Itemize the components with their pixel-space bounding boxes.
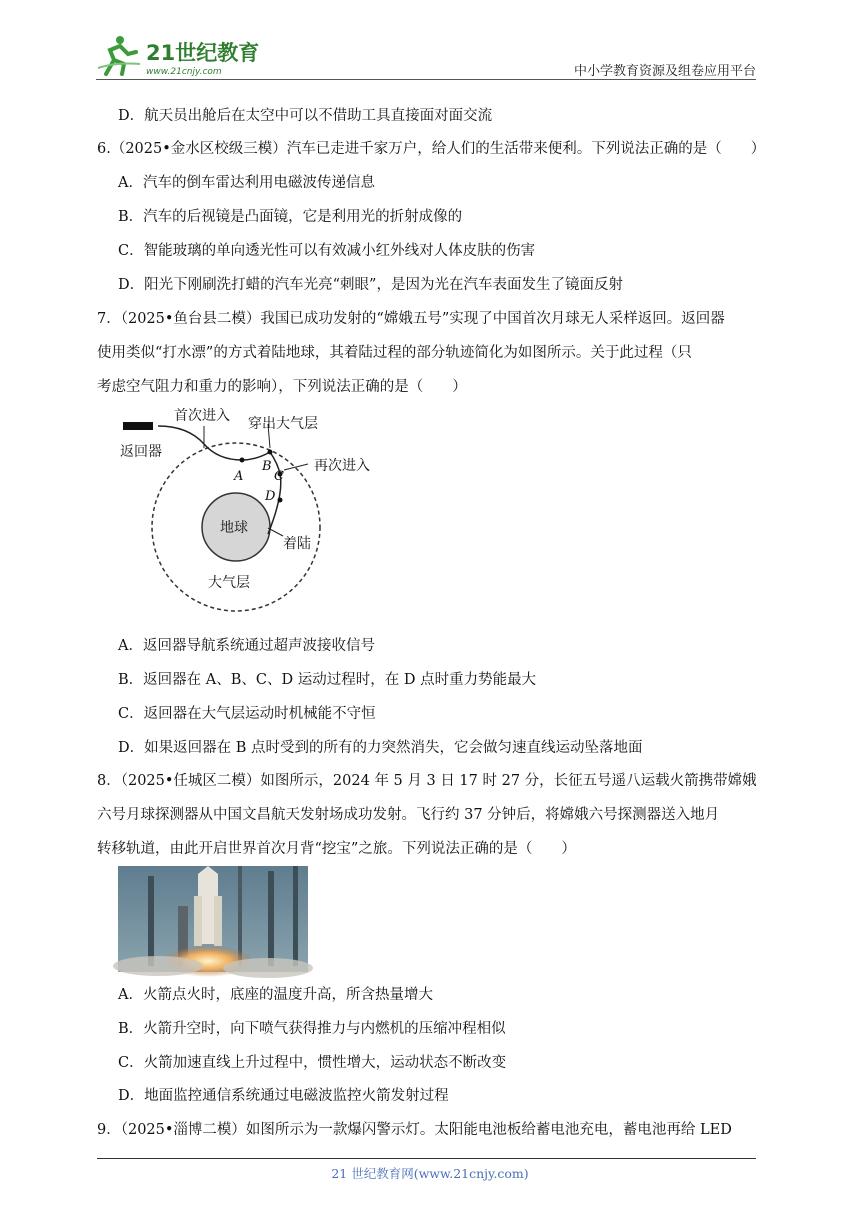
point-d-marker xyxy=(278,498,283,503)
label-capsule: 返回器 xyxy=(120,444,162,460)
header-divider xyxy=(96,79,756,80)
point-a-marker xyxy=(240,458,245,463)
label-first-entry: 首次进入 xyxy=(174,408,230,424)
label-reentry: 再次进入 xyxy=(314,458,370,474)
label-point-c: C xyxy=(274,469,284,484)
q8-stem-line-1: 8．（2025•任城区二模）如图所示，2024 年 5 月 3 日 17 时 27 分，长征五号遥八运载火箭携带嫦娥 xyxy=(97,773,757,789)
q7-stem-line-3: 考虑空气阻力和重力的影响），下列说法正确的是（ ） xyxy=(97,379,467,395)
logo-url: www.21cnjy.com xyxy=(146,67,222,77)
q8-option-c: C．火箭加速直线上升过程中，惯性增大，运动状态不断改变 xyxy=(118,1055,507,1071)
page-header xyxy=(0,0,860,80)
logo-title: 21世纪教育 xyxy=(146,41,260,65)
q8-option-d: D．地面监控通信系统通过电磁波监控火箭发射过程 xyxy=(118,1088,449,1104)
q8-option-b: B．火箭升空时，向下喷气获得推力与内燃机的压缩冲程相似 xyxy=(118,1021,506,1037)
q6-option-b: B．汽车的后视镜是凸面镜，它是利用光的折射成像的 xyxy=(118,209,463,225)
label-exit: 穿出大气层 xyxy=(248,416,318,432)
point-b-marker xyxy=(268,450,273,455)
label-point-a: A xyxy=(234,469,244,484)
rocket-launch-photo xyxy=(118,866,308,972)
q7-option-a: A．返回器导航系统通过超声波接收信号 xyxy=(118,638,375,654)
q7-stem-line-1: 7．（2025•鱼台县二模）我国已成功发射的“嫦娥五号”实现了中国首次月球无人采样返回。返回器 xyxy=(97,311,725,327)
q7-stem-line-2: 使用类似“打水漂”的方式着陆地球，其着陆过程的部分轨迹简化为如图所示。关于此过程（只 xyxy=(97,345,692,361)
q6-option-c: C．智能玻璃的单向透光性可以有效减小红外线对人体皮肤的伤害 xyxy=(118,243,536,259)
q7-option-d: D．如果返回器在 B 点时受到的所有的力突然消失，它会做匀速直线运动坠落地面 xyxy=(118,740,643,756)
q8-stem-line-2: 六号月球探测器从中国文昌航天发射场成功发射。飞行约 37 分钟后，将嫦娥六号探测器送入地月 xyxy=(97,807,720,823)
label-point-d: D xyxy=(265,489,276,504)
q9-stem: 9．（2025•淄博二模）如图所示为一款爆闪警示灯。太阳能电池板给蓄电池充电，蓄电池再给 LED xyxy=(97,1122,732,1138)
q6-option-a: A．汽车的倒车雷达利用电磁波传递信息 xyxy=(118,175,375,191)
platform-name: 中小学教育资源及组卷应用平台 xyxy=(573,64,756,79)
capsule-icon xyxy=(123,422,153,430)
footer-divider xyxy=(97,1158,756,1159)
q8-stem-line-3: 转移轨道，由此开启世界首次月背“挖宝”之旅。下列说法正确的是（ ） xyxy=(97,841,576,857)
q5-option-d: D．航天员出舱后在太空中可以不借助工具直接面对面交流 xyxy=(118,108,493,124)
q8-option-a: A．火箭点火时，底座的温度升高，所含热量增大 xyxy=(118,987,433,1003)
q6-stem: 6.（2025•金水区校级三模）汽车已走进千家万户，给人们的生活带来便利。下列说法正确的是（ ） xyxy=(97,141,766,157)
q7-option-b: B．返回器在 A、B、C、D 运动过程时，在 D 点时重力势能最大 xyxy=(118,672,537,688)
q7-option-c: C．返回器在大气层运动时机械能不守恒 xyxy=(118,706,376,722)
reentry-trajectory-figure xyxy=(118,404,370,614)
label-earth: 地球 xyxy=(220,520,248,536)
runner-icon xyxy=(98,36,140,74)
q6-option-d: D．阳光下刚刷洗打蜡的汽车光亮“刺眼”，是因为光在汽车表面发生了镜面反射 xyxy=(118,277,623,293)
footer-link[interactable]: 21 世纪教育网(www.21cnjy.com) xyxy=(331,1166,529,1181)
site-logo[interactable] xyxy=(96,34,276,78)
label-point-b: B xyxy=(262,459,272,474)
label-atmosphere: 大气层 xyxy=(208,575,250,591)
label-landing: 着陆 xyxy=(283,536,311,552)
